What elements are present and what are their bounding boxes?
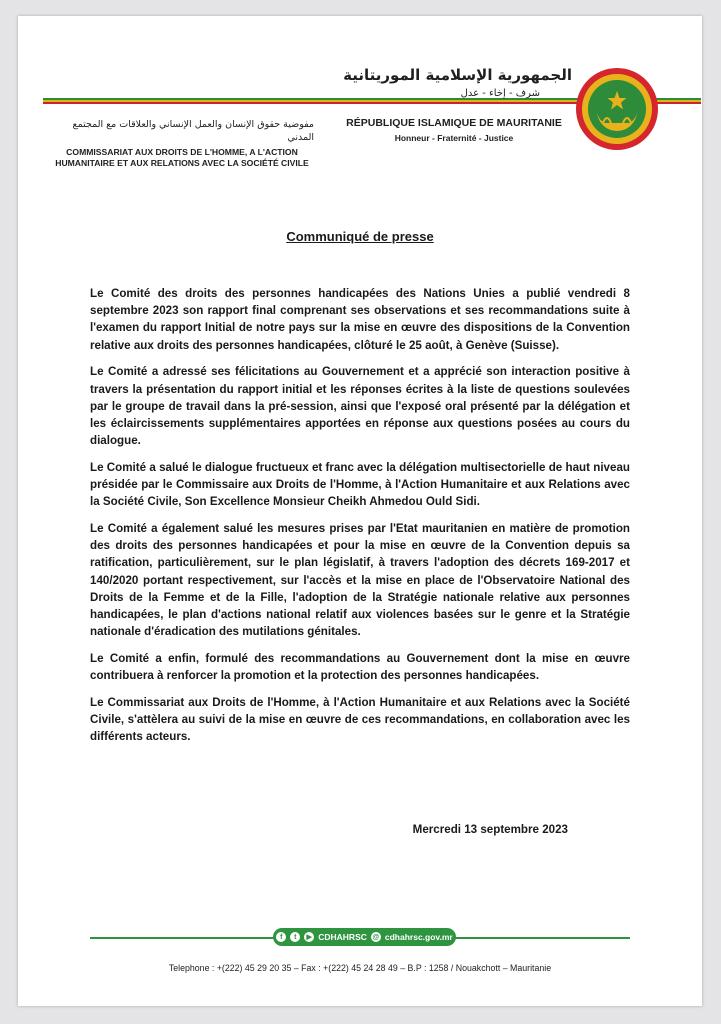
social-handle: CDHAHRSC [318,932,367,942]
paragraph: Le Comité des droits des personnes handicapées des Nations Unies a publié vendredi 8 septembre 2023 son rapport final comprenant ses observations et ses recommandations suite à l'examen du rapport Initial de notre pays sur la mise en œuvre des dispositions de la Convention relative aux droits des personnes handicapées, clôturé le 25 août, à Genève (Suisse). [90,287,630,352]
facebook-icon: f [276,932,286,942]
paragraph: Le Comité a salué le dialogue fructueux et franc avec la délégation multisectorielle de haut niveau présidée par le Commissaire aux Droits de l'Homme, à l'Action Humanitaire et aux Relations avec la Société Civile, Son Excellence Monsieur Cheikh Ahmedou Ould Sidi. [90,460,630,509]
country-motto: Honneur - Fraternité - Justice [394,133,514,143]
document-page [18,16,702,1006]
commission-name-line1: COMMISSARIAT AUX DROITS DE L'HOMME, A L'ACTION [66,147,298,157]
contact-info: Telephone : +(222) 45 29 20 35 – Fax : +(222) 45 24 28 49 – B.P : 1258 / Nouakchott – Mauritanie [168,963,552,973]
paragraph: Le Comité a enfin, formulé des recommandations au Gouvernement dont la mise en œuvre contribuera à renforcer la promotion et la protection des personnes handicapées. [90,651,630,683]
document-title: Communiqué de presse [286,229,434,244]
commission-name [46,147,318,169]
country-title: RÉPUBLIQUE ISLAMIQUE DE MAURITANIE [346,117,562,129]
arabic-country-title: الجمهورية الإسلامية الموريتانية [343,66,572,84]
commission-name-line2: HUMANITAIRE ET AUX RELATIONS AVEC LA SOCIÉTÉ CIVILE [55,158,309,168]
arabic-motto: شرف - إخاء - عدل [460,88,540,99]
website-link: cdhahrsc.gov.mr [384,932,453,942]
arabic-commission-name: مفوضية حقوق الإنسان والعمل الإنساني والعلاقات مع المجتمع المدني [72,119,314,143]
paragraph: Le Commissariat aux Droits de l'Homme, à l'Action Humanitaire et aux Relations avec la Société Civile, s'attèlera au suivi de la mise en œuvre de ces recommandations, en collaboration avec les différents acteurs. [90,695,630,744]
document-body [90,285,630,755]
twitter-icon: t [290,932,300,942]
social-links-badge [273,928,456,946]
globe-icon: @ [372,933,380,941]
national-seal-logo [575,67,659,151]
paragraph: Le Comité a également salué les mesures prises par l'Etat mauritanien en matière de promotion des droits des personnes handicapées et pour la mise en œuvre de la Convention depuis sa ratification, particulièrement, sur le plan législatif, à travers l'adoption des décrets 169-2017 et 140/2020 portant respectivement, sur l'accès et la mise en place de l'Observatoire National des Droits de la Femme et de la Fille, l'adoption de la Stratégie nationale relative aux personnes handicapées, le plan d'actions national relatif aux violences basées sur le genre et la Stratégie nationale d'éradication des mutilations génitales. [90,521,630,639]
youtube-icon: ▶ [304,932,314,942]
document-date: Mercredi 13 septembre 2023 [412,823,568,836]
paragraph: Le Comité a adressé ses félicitations au Gouvernement et a apprécié son interaction positive à travers la présentation du rapport initial et les réponses écrites à la liste de questions soulevées par le groupe de travail dans la pré-session, ainsi que l'exposé oral présenté par la délégation et les éclaircissements supplémentaires apportées en réponse aux questions posées au cours du dialogue. [90,365,630,448]
